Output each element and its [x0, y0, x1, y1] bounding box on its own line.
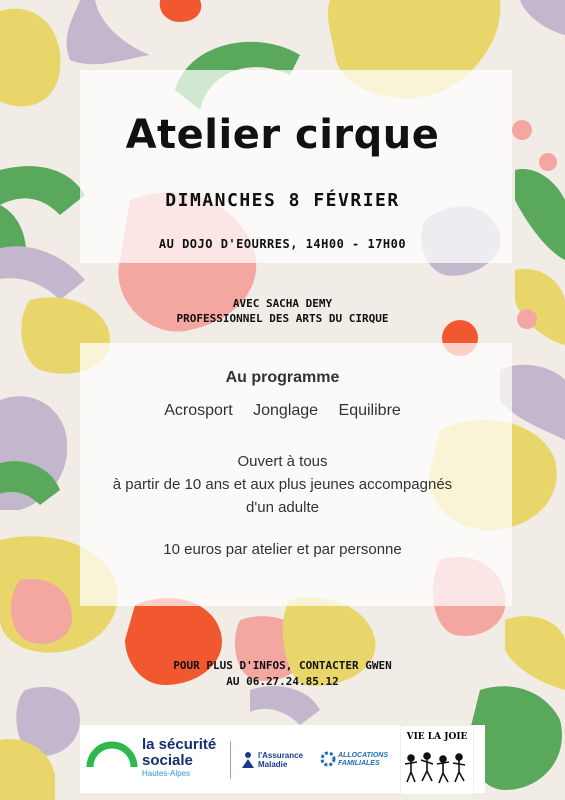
am-line: Maladie [258, 760, 288, 769]
allocations-familiales-icon [320, 751, 336, 767]
activity-item: Acrosport [164, 402, 233, 419]
contact-phone: AU 06.27.24.85.12 [226, 675, 339, 688]
audience-line: à partir de 10 ans et aux plus jeunes accompagnés [112, 476, 453, 493]
host-title: PROFESSIONNEL DES ARTS DU CIRQUE [176, 312, 389, 325]
am-line: l'Assurance [258, 751, 304, 760]
dancing-figures-icon [401, 726, 473, 794]
activity-item: Equilibre [338, 402, 401, 419]
secu-name-line: sociale [142, 752, 193, 769]
price-info: 10 euros par atelier et par personne [163, 541, 402, 558]
af-line: ALLOCATIONS [338, 752, 389, 759]
partner-logos-bar [80, 725, 485, 793]
header-panel [80, 70, 512, 263]
contact-info [0, 658, 565, 690]
securite-sociale-logo-icon [86, 739, 138, 769]
activity-list [0, 402, 565, 420]
page-title: Atelier cirque [125, 112, 440, 158]
securite-sociale-logo [142, 737, 216, 778]
event-place-time: AU DOJO D'EOURRES, 14H00 - 17H00 [158, 237, 407, 251]
program-heading: Au programme [225, 369, 340, 386]
assurance-maladie-logo [258, 751, 303, 769]
logo-divider [230, 741, 231, 779]
activity-item: Jonglage [253, 402, 319, 419]
event-date: DIMANCHES 8 FÉVRIER [165, 190, 400, 211]
assurance-maladie-icon [240, 751, 256, 769]
contact-line: POUR PLUS D'INFOS, CONTACTER GWEN [173, 659, 392, 672]
vie-la-joie-title: VIE LA JOIE [406, 732, 468, 742]
audience-line: Ouvert à tous [237, 453, 328, 470]
host-info [0, 296, 565, 326]
audience-info [0, 450, 565, 519]
vie-la-joie-logo [400, 725, 474, 795]
secu-name-line: la sécurité [142, 736, 217, 753]
secu-region: Hautes-Alpes [142, 769, 191, 778]
host-name: AVEC SACHA DEMY [232, 297, 333, 310]
allocations-familiales-logo [338, 752, 388, 768]
af-line: FAMILIALES [338, 760, 380, 767]
audience-line: d'un adulte [246, 499, 319, 516]
